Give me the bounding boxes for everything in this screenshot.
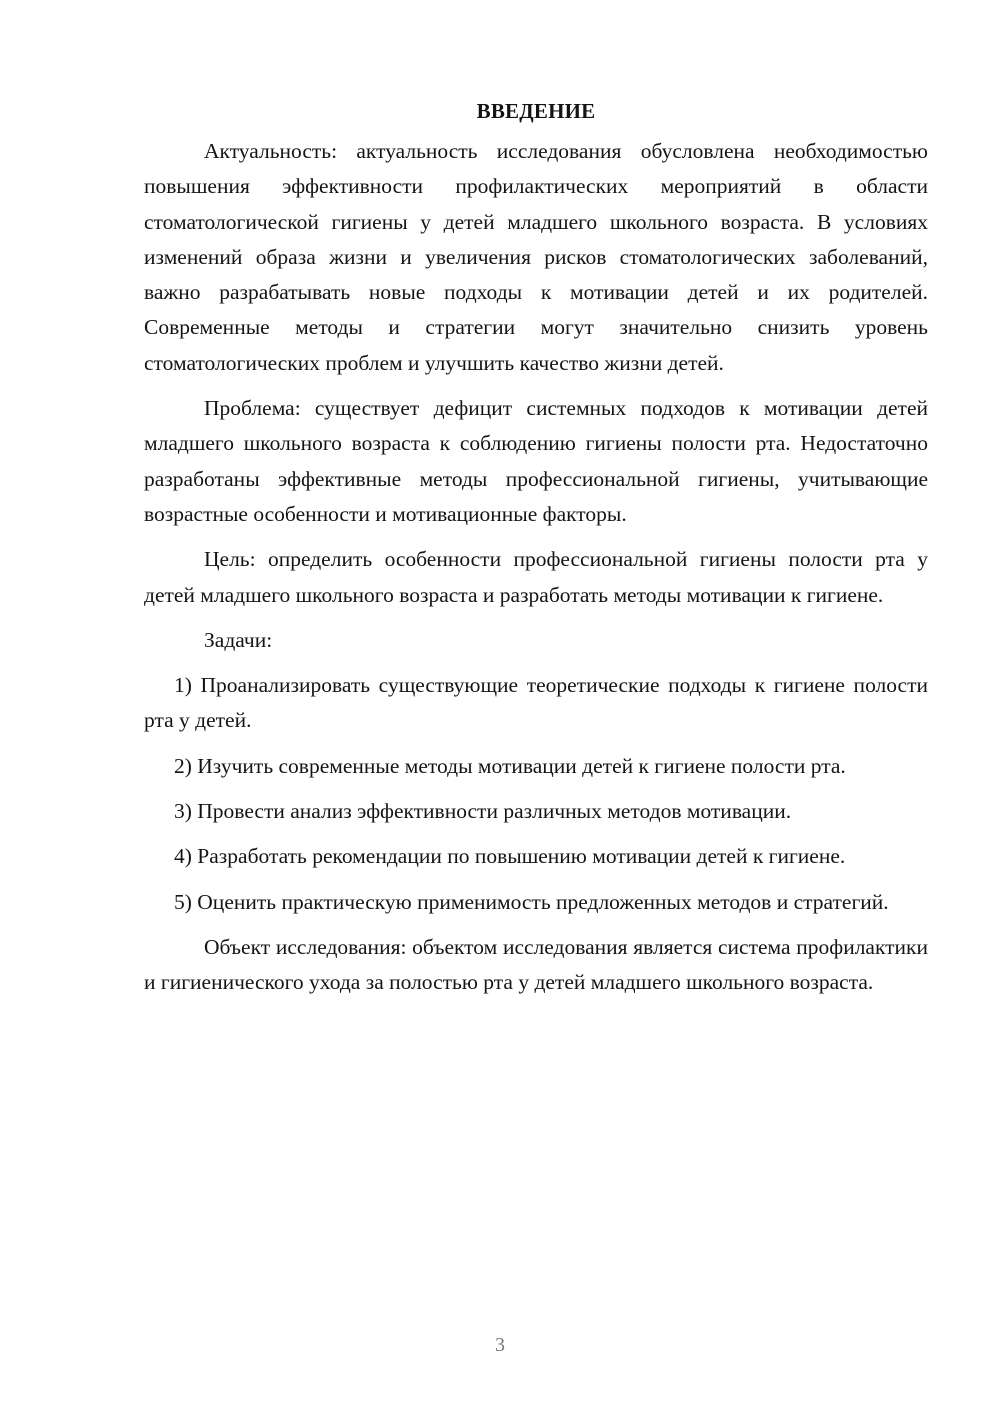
page-number: 3	[495, 1334, 505, 1356]
task-item-1: 1) Проанализировать существующие теоретические подходы к гигиене полости рта у детей.	[144, 673, 928, 733]
task-item-4: 4) Разработать рекомендации по повышению мотивации детей к гигиене.	[174, 844, 846, 869]
document-page	[144, 94, 928, 1001]
task-item-2: 2) Изучить современные методы мотивации детей к гигиене полости рта.	[174, 753, 846, 778]
problem-paragraph: Проблема: существует дефицит системных подходов к мотивации детей младшего школьного возраста к соблюдению гигиены полости рта. Недостаточно разработаны эффективные методы профессиональной гигиены, учитывающие возрастные особенности и мотивационные факторы.	[144, 396, 928, 526]
goal-paragraph: Цель: определить особенности профессиональной гигиены полости рта у детей младшего школьного возраста и разработать методы мотивации к гигиене.	[144, 547, 928, 607]
tasks-label: Задачи:	[204, 627, 273, 652]
task-item-3: 3) Провести анализ эффективности различных методов мотивации.	[174, 799, 792, 824]
task-item-5: 5) Оценить практическую применимость предложенных методов и стратегий.	[174, 889, 889, 914]
object-paragraph: Объект исследования: объектом исследования является система профилактики и гигиенического ухода за полостью рта у детей младшего школьного возраста.	[144, 934, 928, 995]
relevance-paragraph: Актуальность: актуальность исследования обусловлена необходимостью повышения эффективности профилактических мероприятий в области стоматологической гигиены у детей младшего школьного возраста. В условиях изменений образа жизни и увеличения рисков стоматологических заболеваний, важно разрабатывать новые подходы к мотивации детей и их родителей. Современные методы и стратегии могут значительно снизить уровень стоматологических проблем и улучшить качество жизни детей.	[144, 139, 928, 375]
section-heading: ВВЕДЕНИЕ	[476, 99, 596, 123]
